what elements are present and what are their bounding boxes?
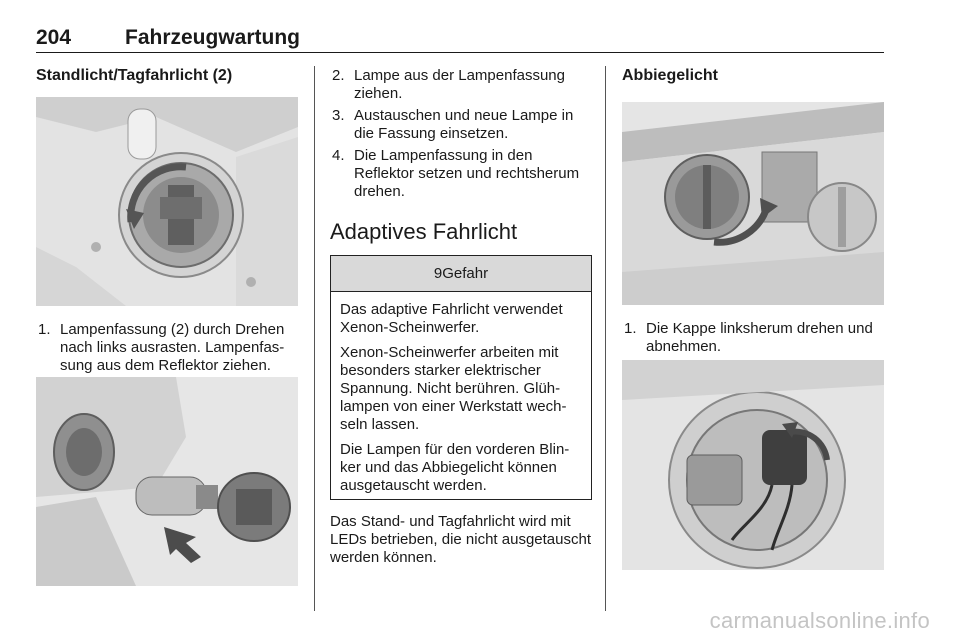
warning-header xyxy=(331,256,591,292)
section-title-standlicht: Standlicht/Tagfahrlicht (2) xyxy=(36,67,233,84)
warning-title: Gefahr xyxy=(442,265,489,282)
warning-body xyxy=(331,292,591,495)
step-number: 1. xyxy=(624,320,637,337)
warning-paragraph-1: Das adaptive Fahrlicht verwendet Xenon-Scheinwerfer. xyxy=(340,301,563,336)
col1-steps xyxy=(36,321,298,375)
step-text: Lampenfassung (2) durch Drehen nach links ausrasten. Lampenfassung aus dem Reflektor ziehen. xyxy=(60,321,285,374)
col3-title-block xyxy=(622,67,884,85)
col2-note xyxy=(330,513,592,567)
warning-paragraph-3: Die Lampen für den vorderen Blinker und das Abbiegelicht können ausgetauscht werden. xyxy=(340,441,570,494)
figure-lamp-removal xyxy=(36,377,298,586)
col3-steps xyxy=(622,320,884,356)
step-4 xyxy=(330,147,592,201)
watermark: carmanualsonline.info xyxy=(709,608,930,633)
step-number: 2. xyxy=(332,67,345,84)
figure-cap-rotate xyxy=(622,102,884,305)
figure-bulb-socket xyxy=(622,360,884,570)
step-text: Austauschen und neue Lampe in die Fassung einsetzen. xyxy=(354,107,574,142)
step-text: Lampe aus der Lampenfassung ziehen. xyxy=(354,67,565,102)
page-header xyxy=(36,26,884,53)
figure-lamp-socket-rotate xyxy=(36,97,298,306)
note-led: Das Stand- und Tagfahrlicht wird mit LEDs betrieben, die nicht ausgetauscht werden können. xyxy=(330,513,591,566)
step-text: Die Kappe linksherum drehen und abnehmen. xyxy=(646,320,873,355)
warning-paragraph-2: Xenon-Scheinwerfer arbeiten mit besonders starker elektrischer Spannung. Nicht berühren. Glühlampen von einer Werkstatt wechseln lassen. xyxy=(340,344,567,433)
heading-adaptives-fahrlicht: Adaptives Fahrlicht xyxy=(330,219,518,244)
step-1-abbiegelicht xyxy=(622,320,884,356)
col2-heading-block xyxy=(330,219,592,244)
col2-steps xyxy=(330,67,592,201)
step-3 xyxy=(330,107,592,143)
step-number: 4. xyxy=(332,147,345,164)
step-2 xyxy=(330,67,592,103)
col1-title-block xyxy=(36,67,298,85)
step-1-standlicht xyxy=(36,321,298,375)
step-text: Die Lampenfassung in den Reflektor setzen und rechtsherum drehen. xyxy=(354,147,580,200)
step-number: 3. xyxy=(332,107,345,124)
page-number: 204 xyxy=(36,26,72,49)
chapter-title: Fahrzeugwartung xyxy=(125,26,301,49)
column-divider-2 xyxy=(605,66,606,611)
column-divider-1 xyxy=(314,66,315,611)
step-number: 1. xyxy=(38,321,51,338)
warning-icon: 9 xyxy=(433,265,443,282)
section-title-abbiegelicht: Abbiegelicht xyxy=(622,67,719,84)
warning-box xyxy=(330,255,592,500)
